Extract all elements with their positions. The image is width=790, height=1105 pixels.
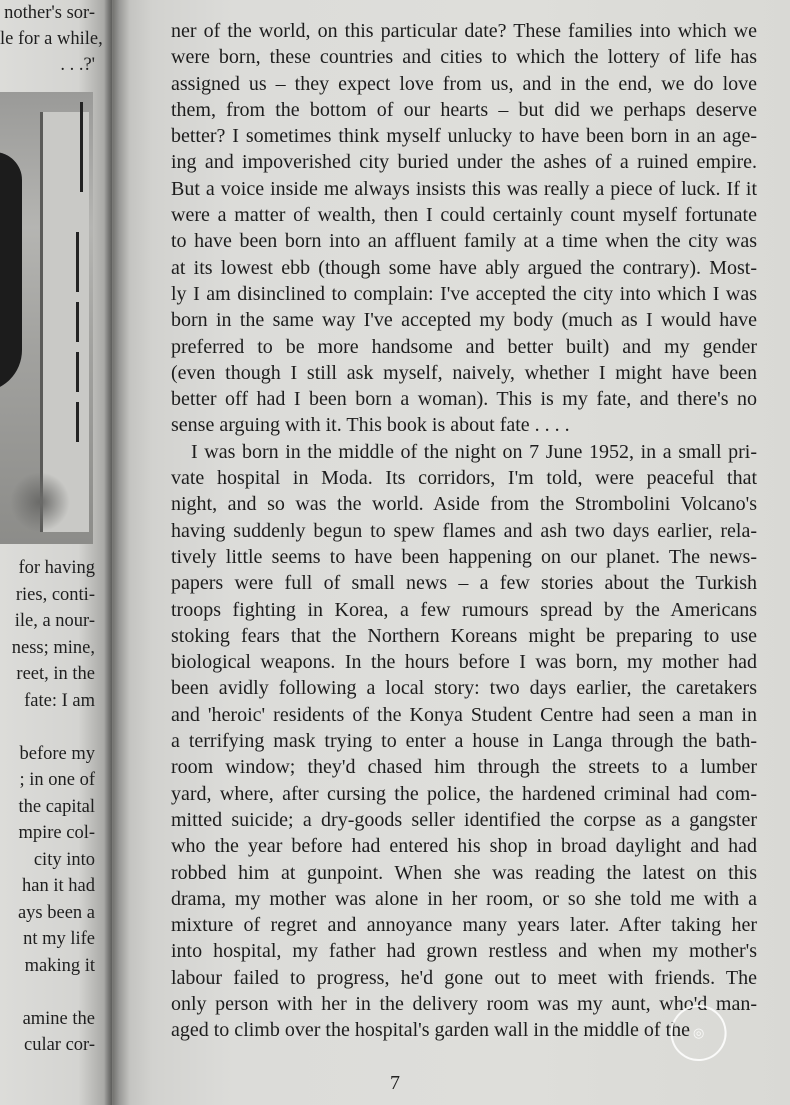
body-text-line: into hospital, my father had grown restless and when my mother's: [171, 940, 757, 963]
left-text-line: nother's sor-: [4, 3, 95, 23]
left-text-line: le for a while,: [0, 29, 103, 49]
body-text-line: drama, my mother was alone in her room, or so she told me with a: [171, 887, 757, 910]
body-text-line: aged to climb over the hospital's garden wall in the middle of the: [171, 1019, 691, 1042]
body-text-line: stoking fears that the Northern Koreans might be preparing to use: [171, 624, 757, 647]
body-text-line: night, and so was the world. Aside from the Strombolini Volcano's: [171, 493, 757, 516]
body-text-line: troops fighting in Korea, a few rumours spread by the Americans: [171, 598, 757, 621]
left-text-line: for having: [18, 558, 95, 578]
left-text-line: reet, in the: [16, 664, 95, 684]
left-text-line: cular cor-: [23, 1035, 95, 1055]
page-number: 7: [390, 1072, 400, 1094]
left-text-line: ries, conti-: [15, 584, 95, 605]
body-text-line: mixture of regret and annoyance many years later. After taking her: [171, 914, 757, 937]
body-text-line: biological weapons. In the hours before I was born, my mother had: [171, 651, 757, 674]
photo-dark-figure: [0, 152, 22, 392]
body-text-line: preferred to be more handsome and better built) and my gender: [171, 335, 757, 358]
watermark-logo-icon: ◎: [669, 1003, 729, 1063]
left-page-photo: [0, 92, 93, 544]
body-text-line: papers were full of small news – a few stories about the Turkish: [171, 572, 757, 595]
left-text-line: han it had: [22, 876, 95, 896]
photo-bar: [80, 102, 83, 192]
left-text-line: [0, 979, 95, 1006]
body-text-line: ing and impoverished city buried under the ashes of a ruined empire.: [171, 151, 757, 174]
watermark-stamp: [632, 1001, 766, 1078]
photo-bar: [76, 352, 79, 392]
photo-shadow: [10, 472, 70, 532]
left-text-line: ; in one of: [19, 770, 95, 790]
body-text-line: ner of the world, on this particular date? These families into which we: [171, 20, 757, 42]
body-text-line: better? I sometimes think myself unlucky to have been born in an age-: [171, 125, 757, 148]
left-text-line: making it: [24, 955, 95, 976]
left-text-line: ness; mine,: [11, 637, 95, 658]
body-text-line: tively little seems to have been happening on our planet. The news-: [171, 545, 757, 568]
left-page-top-text: [0, 0, 103, 78]
body-text-line: ly I am disinclined to complain: I've accepted the city into which I was: [171, 282, 757, 305]
body-text-line: labour failed to progress, he'd gone out to meet with friends. The: [171, 966, 757, 989]
body-text-line: better off had I been born a woman). This is my fate, and there's no: [171, 388, 757, 411]
left-text-line: nt my life: [23, 929, 95, 949]
photo-bar: [76, 232, 79, 292]
body-text-line: them, from the bottom of our hearts – but did we perhaps deserve: [171, 98, 757, 121]
left-page: [0, 0, 112, 1105]
left-text-line: the capital: [18, 796, 95, 817]
body-text-line: who the year before had entered his shop in broad daylight and had: [171, 835, 757, 858]
body-text-line: were a matter of wealth, then I could certainly count myself fortunate: [171, 204, 757, 227]
photo-bar: [76, 302, 79, 342]
left-text-line: mpire col-: [18, 823, 95, 843]
right-page-body-text: [171, 18, 757, 1044]
body-text-line: assigned us – they expect love from us, and in the end, we do love: [171, 72, 757, 95]
left-page-text: [0, 555, 95, 1059]
body-text-line: been avidly following a local story: two days earlier, the caretakers: [171, 677, 757, 700]
left-text-line: . . .?': [60, 55, 95, 75]
body-text-line: were born, these countries and cities to which the lottery of life has: [171, 46, 757, 69]
body-text-line: having suddenly begun to spew flames and ash two days earlier, rela-: [171, 519, 757, 542]
photo-bar: [76, 402, 79, 442]
left-text-line: fate: I am: [24, 690, 95, 711]
left-text-line: amine the: [22, 1008, 95, 1029]
body-text-line: at its lowest ebb (though some have ably argued the contrary). Most-: [171, 256, 757, 279]
body-text-line: to have been born into an affluent family at a time when the city was: [171, 230, 757, 253]
body-text-line: (even though I still ask myself, naively, whether I might have been: [171, 361, 757, 384]
body-text-line: sense arguing with it. This book is about fate . . . .: [171, 414, 570, 437]
body-text-line: a terrifying mask trying to enter a house in Langa through the bath-: [171, 730, 757, 753]
body-text-line: room window; they'd chased him through the streets to a lumber: [171, 756, 757, 779]
body-text-line: only person with her in the delivery room was my aunt, who'd man-: [171, 992, 757, 1015]
left-text-line: city into: [33, 849, 95, 870]
body-text-line: I was born in the middle of the night on 7 June 1952, in a small pri-: [191, 440, 757, 463]
body-text-line: vate hospital in Moda. Its corridors, I'm told, were peaceful that: [171, 467, 757, 490]
body-text-line: mitted suicide; a dry-goods seller identified the corpse as a gangster: [171, 808, 757, 831]
left-text-line: [0, 714, 95, 741]
body-text-line: born in the same way I've accepted my body (much as I would have: [171, 309, 757, 332]
body-text-line: yard, where, after cursing the police, the hardened criminal had com-: [171, 782, 757, 805]
left-text-line: before my: [19, 743, 95, 764]
left-text-line: ays been a: [17, 902, 95, 923]
left-text-line: ile, a nour-: [14, 611, 95, 631]
body-text-line: robbed him at gunpoint. When she was reading the latest on this: [171, 861, 757, 884]
body-text-line: and 'heroic' residents of the Konya Student Centre had seen a man in: [171, 703, 757, 726]
body-text-line: But a voice inside me always insists this was really a piece of luck. If it: [171, 177, 757, 200]
book-gutter-shadow: [104, 0, 130, 1105]
